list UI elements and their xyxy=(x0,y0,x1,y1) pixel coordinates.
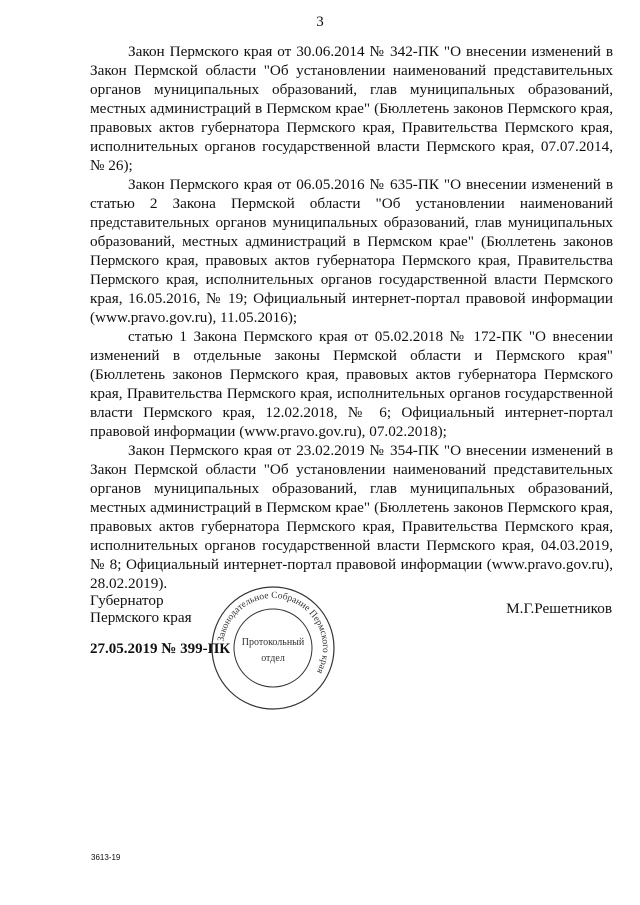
signatory-title xyxy=(90,592,192,626)
stamp-inner-ring xyxy=(234,609,312,687)
paragraph: Закон Пермского края от 30.06.2014 № 342-ПК "О внесении изменений в Закон Пермской области "Об установлении наименований представительных органов муниципальных образований, глав муниципальных образований, местных администраций в Пермском крае" (Бюллетень законов Пермского края, правовых актов губернатора Пермского края, Правительства Пермского края, исполнительных органов государственной власти Пермского края, 07.07.2014, № 26); xyxy=(90,43,613,174)
official-stamp xyxy=(208,583,338,713)
stamp-outer-ring xyxy=(212,587,334,709)
signatory-name: М.Г.Решетников xyxy=(506,600,612,617)
paragraph: статью 1 Закона Пермского края от 05.02.2018 № 172-ПК "О внесении изменений в отдельные законы Пермской области и Пермского края" (Бюллетень законов Пермского края, правовых актов губернатора Пермского края, Правительства Пермского края, исполнительных органов государственной власти Пермского края, 12.02.2018, № 6; Официальный интернет-портал правовой информации (www.pravo.gov.ru), 07.02.2018); xyxy=(90,328,613,440)
document-registry-code: 3613-19 xyxy=(91,853,121,862)
stamp-center-line2: отдел xyxy=(261,653,285,664)
signatory-title-line2: Пермского края xyxy=(90,609,192,626)
document-date-number: 27.05.2019 № 399-ПК xyxy=(90,641,231,657)
stamp-center-line1: Протокольный xyxy=(241,637,305,648)
page-number: 3 xyxy=(316,14,324,30)
paragraph: Закон Пермского края от 06.05.2016 № 635-ПК "О внесении изменений в статью 2 Закона Пермской области "Об установлении наименований представительных органов муниципальных образований, глав муниципальных образований, местных администраций в Пермском крае" (Бюллетень законов Пермского края, правовых актов губернатора Пермского края, Правительства Пермского края, исполнительных органов государственной власти Пермского края, 16.05.2016, № 19; Официальный интернет-портал правовой информации (www.pravo.gov.ru), 11.05.2016); xyxy=(90,176,613,326)
signatory-title-line1: Губернатор xyxy=(90,592,164,609)
document-body xyxy=(90,42,613,593)
paragraph: Закон Пермского края от 23.02.2019 № 354-ПК "О внесении изменений в Закон Пермской области "Об установлении наименований представительных органов муниципальных образований, глав муниципальных образований, местных администраций в Пермском крае" (Бюллетень законов Пермского края, правовых актов губернатора Пермского края, Правительства Пермского края, исполнительных органов государственной власти Пермского края, 04.03.2019, № 8; Официальный интернет-портал правовой информации (www.pravo.gov.ru), 28.02.2019). xyxy=(90,442,613,592)
stamp-ring-text: Законодательное Собрание Пермского края xyxy=(216,590,331,676)
